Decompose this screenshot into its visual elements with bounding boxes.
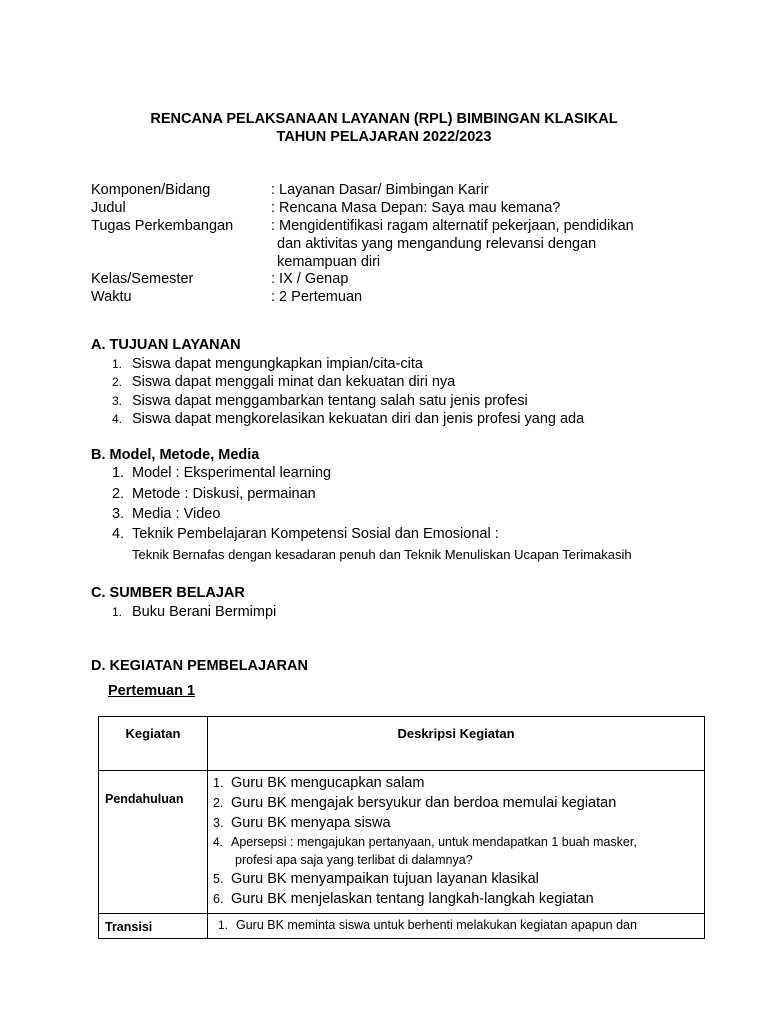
- info-tugas-cont1: dan aktivitas yang mengandung relevansi dengan: [277, 236, 597, 252]
- list-item: 1. Siswa dapat mengungkapkan impian/cita-cita: [112, 356, 423, 372]
- info-tugas-value: : Mengidentifikasi ragam alternatif pekerjaan, pendidikan: [271, 218, 634, 234]
- info-judul-value: : Rencana Masa Depan: Saya mau kemana?: [271, 200, 561, 216]
- info-komponen-label: Komponen/Bidang: [91, 182, 211, 198]
- info-komponen-value: : Layanan Dasar/ Bimbingan Karir: [271, 182, 489, 198]
- table-header-kegiatan: Kegiatan: [99, 717, 208, 771]
- list-item: 1. Guru BK meminta siswa untuk berhenti melakukan kegiatan apapun dan: [218, 918, 637, 932]
- list-item: 5. Guru BK menyampaikan tujuan layanan klasikal: [213, 871, 539, 887]
- list-item: 6. Guru BK menjelaskan tentang langkah-langkah kegiatan: [213, 891, 594, 907]
- list-item: 2. Siswa dapat menggali minat dan kekuatan diri nya: [112, 374, 456, 390]
- row-desc-pendahuluan: [208, 771, 705, 914]
- list-item: 4. Siswa dapat mengkorelasikan kekuatan diri dan jenis profesi yang ada: [112, 411, 585, 427]
- section-d-heading: D. KEGIATAN PEMBELAJARAN: [91, 658, 308, 674]
- table-header-row: [99, 717, 705, 771]
- table-row: [99, 914, 705, 939]
- info-kelas-label: Kelas/Semester: [91, 271, 194, 287]
- document-title-line1: RENCANA PELAKSANAAN LAYANAN (RPL) BIMBINGAN KLASIKAL: [150, 111, 618, 127]
- info-waktu-label: Waktu: [91, 289, 132, 305]
- list-item: 3. Media : Video: [112, 506, 221, 522]
- section-c-heading: C. SUMBER BELAJAR: [91, 585, 245, 601]
- transisi-list: [208, 914, 704, 938]
- pendahuluan-list: [208, 771, 704, 913]
- list-item: 4. Teknik Pembelajaran Kompetensi Sosial dan Emosional :: [112, 526, 499, 542]
- list-item: 2. Guru BK mengajak bersyukur dan berdoa memulai kegiatan: [213, 795, 617, 811]
- list-item: 3. Guru BK menyapa siswa: [213, 815, 391, 831]
- row-label-transisi: Transisi: [99, 914, 208, 939]
- list-item: 4. Apersepsi : mengajukan pertanyaan, untuk mendapatkan 1 buah masker, profesi apa saja yang terlibat di dalamnya?: [213, 835, 637, 867]
- info-tugas-cont2: kemampuan diri: [277, 254, 381, 270]
- info-tugas-label: Tugas Perkembangan: [91, 218, 234, 234]
- info-kelas-value: : IX / Genap: [271, 271, 349, 287]
- pertemuan-subheading: Pertemuan 1: [108, 683, 196, 699]
- section-b-heading: B. Model, Metode, Media: [91, 447, 260, 463]
- list-item: 3. Siswa dapat menggambarkan tentang salah satu jenis profesi: [112, 393, 528, 409]
- info-judul-label: Judul: [91, 200, 126, 216]
- table-header-deskripsi: Deskripsi Kegiatan: [208, 717, 705, 771]
- document-title-line2: TAHUN PELAJARAN 2022/2023: [276, 129, 492, 145]
- section-a-heading: A. TUJUAN LAYANAN: [91, 337, 241, 353]
- table-row: [99, 771, 705, 914]
- list-item: 2. Metode : Diskusi, permainan: [112, 486, 316, 502]
- row-desc-transisi: [208, 914, 705, 939]
- list-item: 1. Buku Berani Bermimpi: [112, 604, 277, 620]
- info-waktu-value: : 2 Pertemuan: [271, 289, 363, 305]
- list-item: 1. Guru BK mengucapkan salam: [213, 775, 425, 791]
- row-label-pendahuluan: Pendahuluan: [99, 771, 208, 914]
- list-item: 1. Model : Eksperimental learning: [112, 465, 332, 481]
- section-b-sub-text: Teknik Bernafas dengan kesadaran penuh dan Teknik Menuliskan Ucapan Terimakasih: [132, 547, 632, 562]
- kegiatan-table: [98, 716, 705, 939]
